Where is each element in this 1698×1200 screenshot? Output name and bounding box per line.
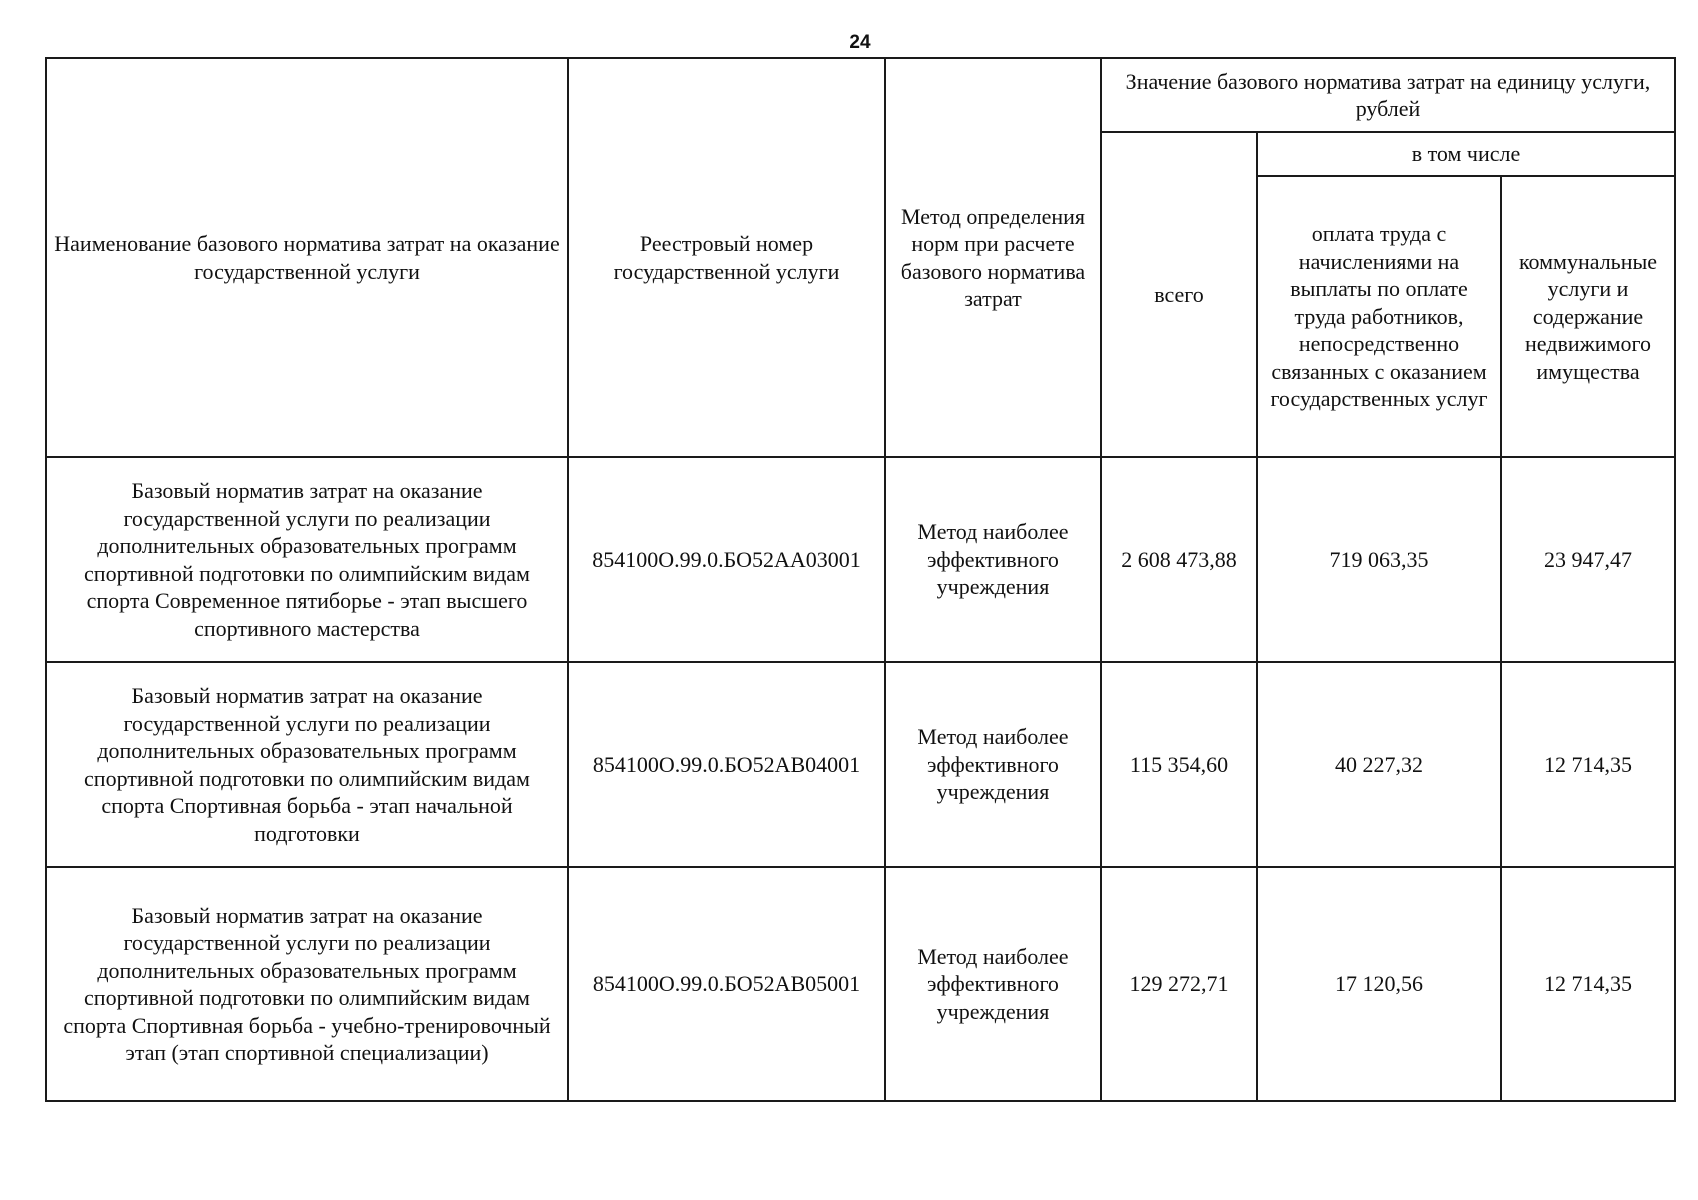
- row-utilities: 12 714,35: [1501, 662, 1675, 867]
- header-total: всего: [1101, 132, 1257, 457]
- header-row-1: [46, 58, 1675, 132]
- header-including: в том числе: [1257, 132, 1675, 176]
- row-name: Базовый норматив затрат на оказание государственной услуги по реализации дополнительных образовательных программ спортивной подготовки по олимпийским видам спорта Современное пятиборье - этап высшего спортивного мастерства: [46, 457, 568, 662]
- row-labor: 40 227,32: [1257, 662, 1501, 867]
- table-row: [46, 457, 1675, 662]
- header-utilities: коммунальные услуги и содержание недвижимого имущества: [1501, 176, 1675, 457]
- header-method: Метод определения норм при расчете базового норматива затрат: [885, 58, 1101, 457]
- row-total: 115 354,60: [1101, 662, 1257, 867]
- row-registry-number: 854100О.99.0.БО52АА03001: [568, 457, 885, 662]
- row-method: Метод наиболее эффективного учреждения: [885, 867, 1101, 1101]
- row-utilities: 23 947,47: [1501, 457, 1675, 662]
- row-total: 2 608 473,88: [1101, 457, 1257, 662]
- page-number: 24: [849, 32, 871, 53]
- header-labor: оплата труда с начислениями на выплаты по оплате труда работников, непосредственно связанных с оказанием государственных услуг: [1257, 176, 1501, 457]
- cost-norms-table: [45, 57, 1676, 1102]
- row-labor: 17 120,56: [1257, 867, 1501, 1101]
- table-row: [46, 662, 1675, 867]
- header-registry-number: Реестровый номер государственной услуги: [568, 58, 885, 457]
- row-name: Базовый норматив затрат на оказание государственной услуги по реализации дополнительных образовательных программ спортивной подготовки по олимпийским видам спорта Спортивная борьба - этап начальной подготовки: [46, 662, 568, 867]
- row-registry-number: 854100О.99.0.БО52АВ05001: [568, 867, 885, 1101]
- row-method: Метод наиболее эффективного учреждения: [885, 662, 1101, 867]
- header-name: Наименование базового норматива затрат на оказание государственной услуги: [46, 58, 568, 457]
- row-utilities: 12 714,35: [1501, 867, 1675, 1101]
- row-registry-number: 854100О.99.0.БО52АВ04001: [568, 662, 885, 867]
- row-total: 129 272,71: [1101, 867, 1257, 1101]
- header-value-group: Значение базового норматива затрат на единицу услуги, рублей: [1101, 58, 1675, 132]
- row-name: Базовый норматив затрат на оказание государственной услуги по реализации дополнительных образовательных программ спортивной подготовки по олимпийским видам спорта Спортивная борьба - учебно-тренировочный этап (этап спортивной специализации): [46, 867, 568, 1101]
- row-labor: 719 063,35: [1257, 457, 1501, 662]
- table-row: [46, 867, 1675, 1101]
- row-method: Метод наиболее эффективного учреждения: [885, 457, 1101, 662]
